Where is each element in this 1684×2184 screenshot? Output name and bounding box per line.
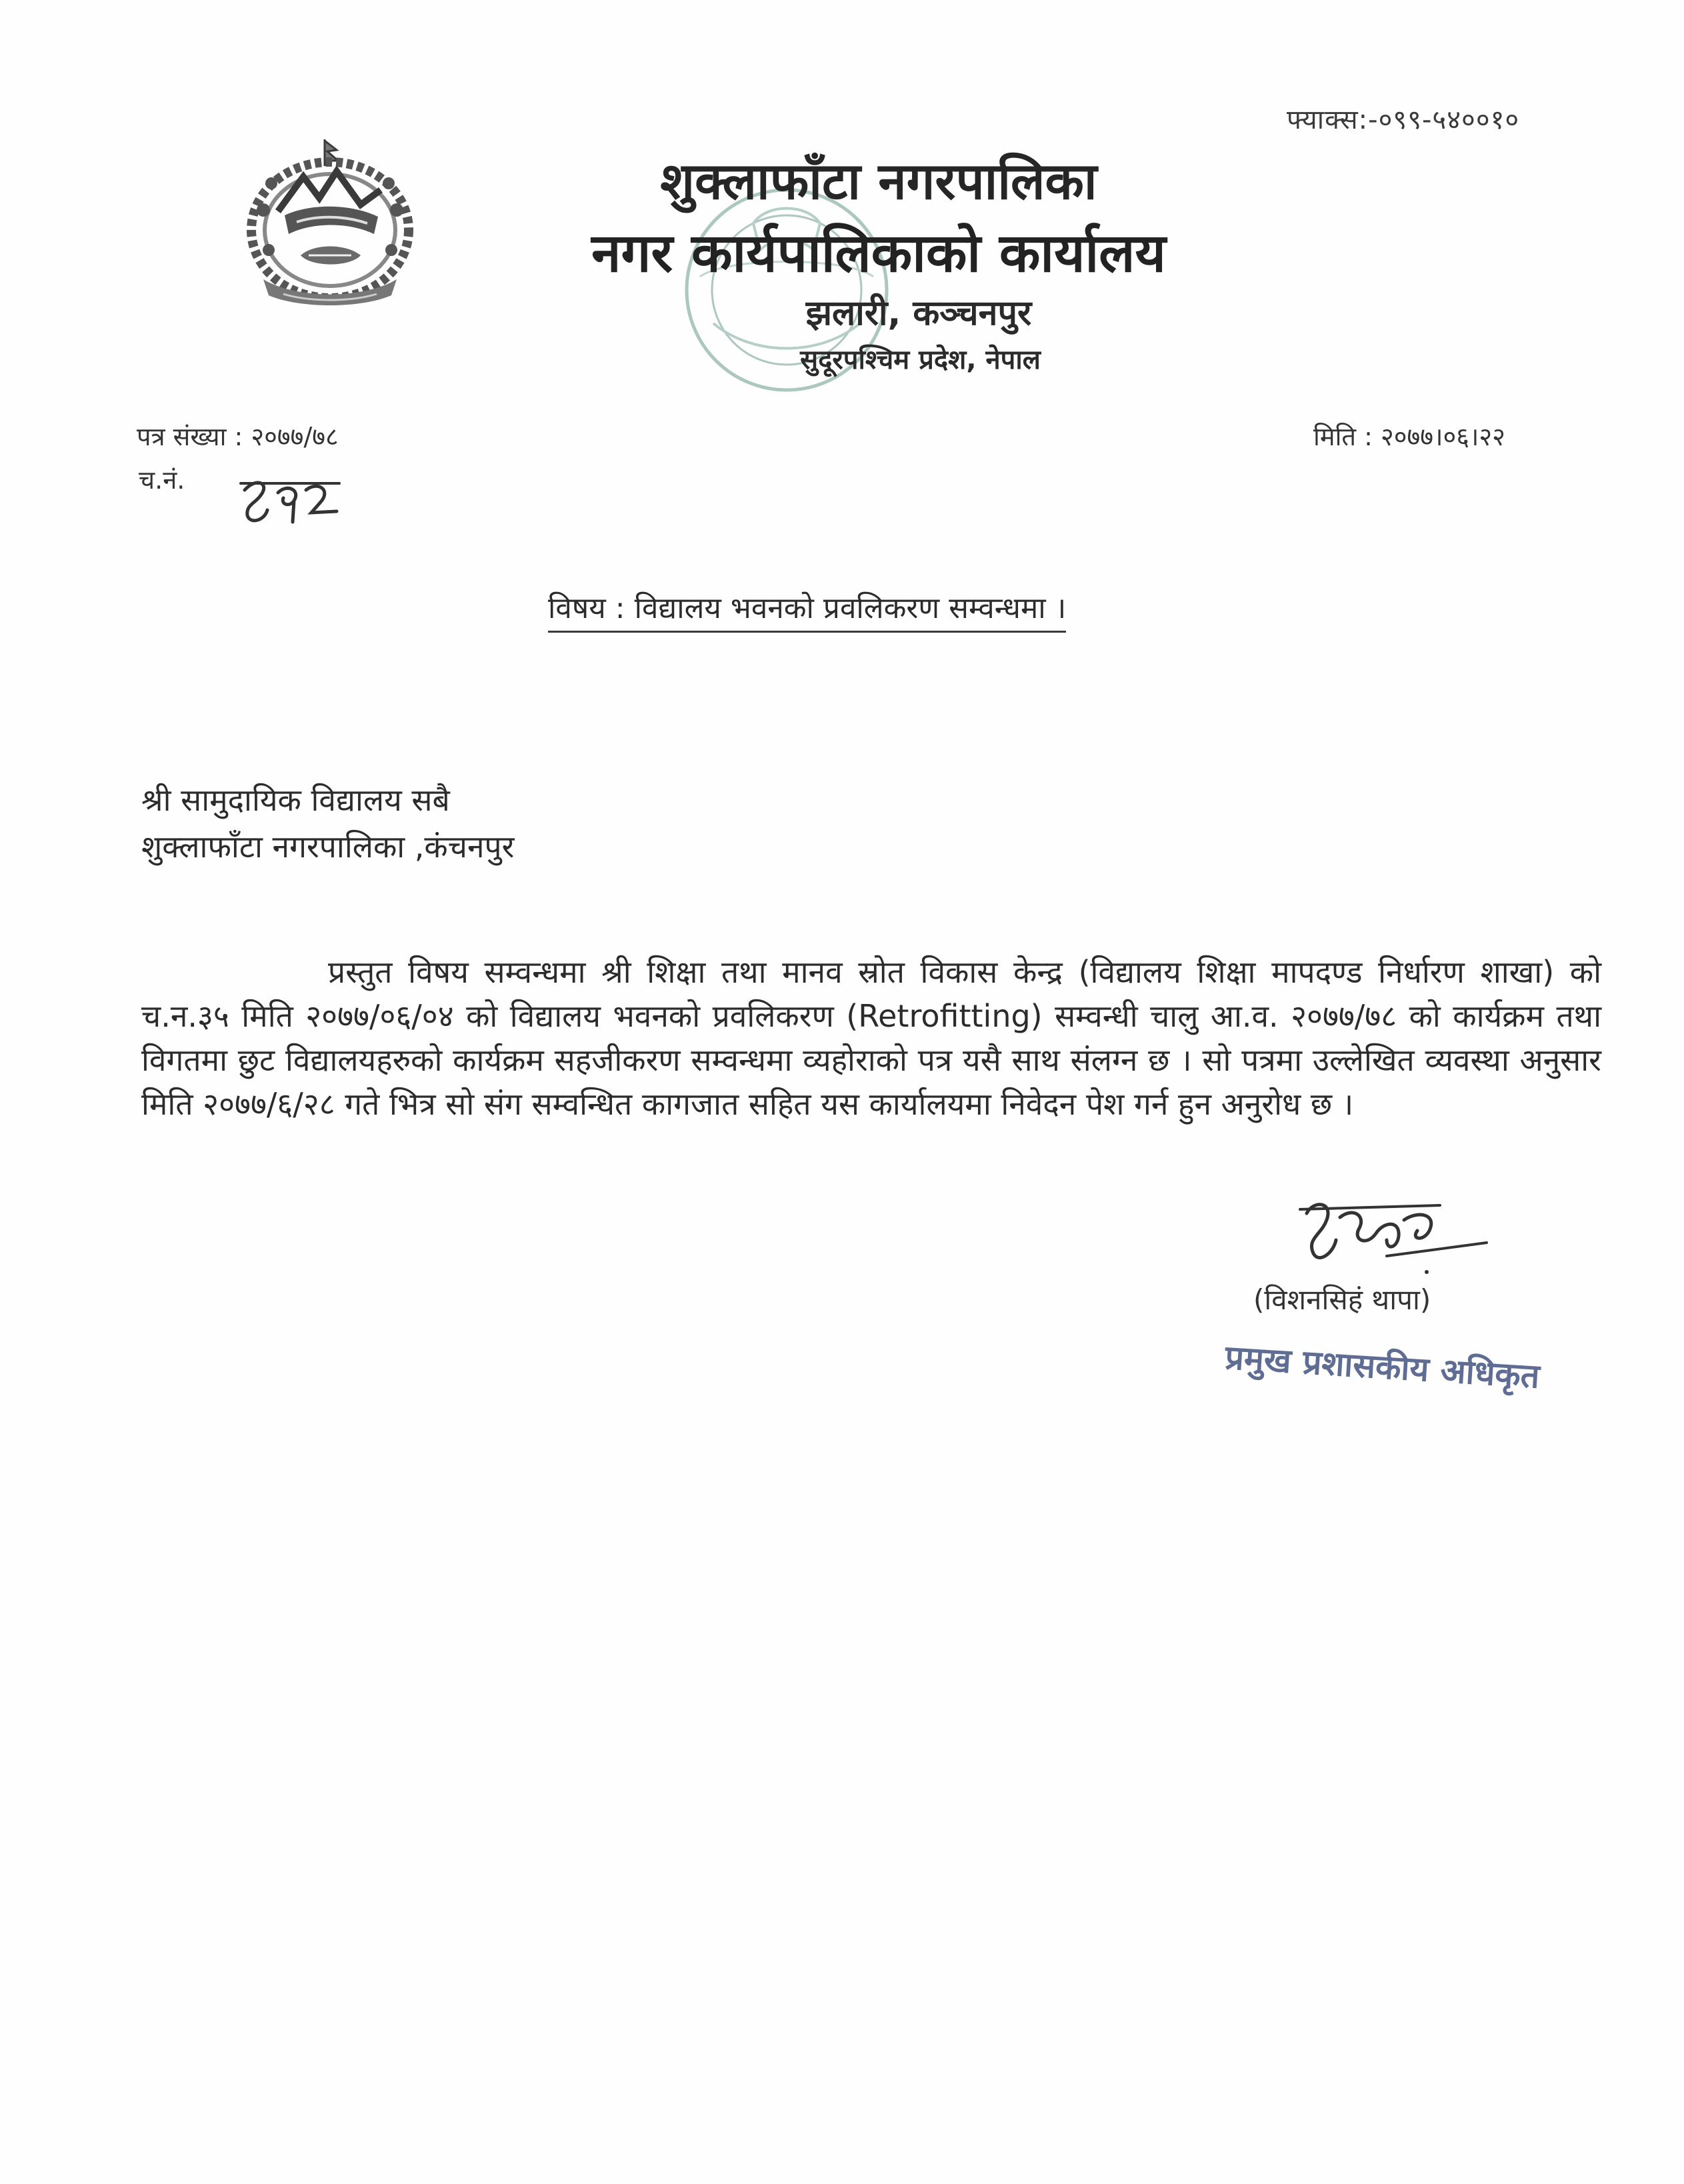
signatory-title-stamp: प्रमुख प्रशासकीय अधिकृत: [1224, 1337, 1541, 1396]
dispatch-number-label: च.नं.: [139, 465, 185, 495]
letter-number: पत्र संख्या : २०७७/७८: [137, 422, 339, 451]
letter-body: प्रस्तुत विषय सम्वन्धमा श्री शिक्षा तथा मानव स्रोत विकास केन्द्र (विद्यालय शिक्षा मापदण्ड निर्धारण शाखा) को च.न.३५ मिति २०७७/०६/०४ को विद्यालय भवनको प्रवलिकरण (Retrofitting) सम्वन्धी चालु आ.व. २०७७/७८ को कार्यक्रम तथा विगतमा छुट विद्यालयहरुको कार्यक्रम सहजीकरण सम्वन्धमा व्यहोराको पत्र यसै साथ संलग्न छ । सो पत्रमा उल्लेखित व्यवस्था अनुसार मिति २०७७/६/२८ गते भित्र सो संग सम्वन्धित कागजात सहित यस कार्यालयमा निवेदन पेश गर्न हुन अनुरोध छ ।: [141, 954, 1601, 1122]
fax-number: फ्याक्स:-०९९-५४००१०: [1287, 105, 1520, 135]
handwritten-signature: [1287, 1187, 1500, 1280]
addressee-line-2: शुक्लाफाँटा नगरपालिका ,कंचनपुर: [141, 829, 515, 865]
office-address-city: झलारी, कञ्चनपुर: [805, 293, 1032, 333]
addressee-line-1: श्री सामुदायिक विद्यालय सबै: [141, 782, 450, 818]
office-name: नगर कार्यपालिकाको कार्यालय: [591, 222, 1166, 284]
dispatch-number-handwritten: [237, 463, 343, 530]
letter-subject: विषय : विद्यालय भवनको प्रवलिकरण सम्वन्धमा ।: [548, 587, 1066, 633]
letter-date: मिति : २०७७।०६।२२: [1313, 422, 1505, 451]
signatory-name: (विशनसिहं थापा): [1253, 1283, 1431, 1316]
municipality-name: शुक्लाफाँटा नगरपालिका: [660, 151, 1097, 211]
office-address-province: सुदूरपश्चिम प्रदेश, नेपाल: [800, 345, 1041, 375]
